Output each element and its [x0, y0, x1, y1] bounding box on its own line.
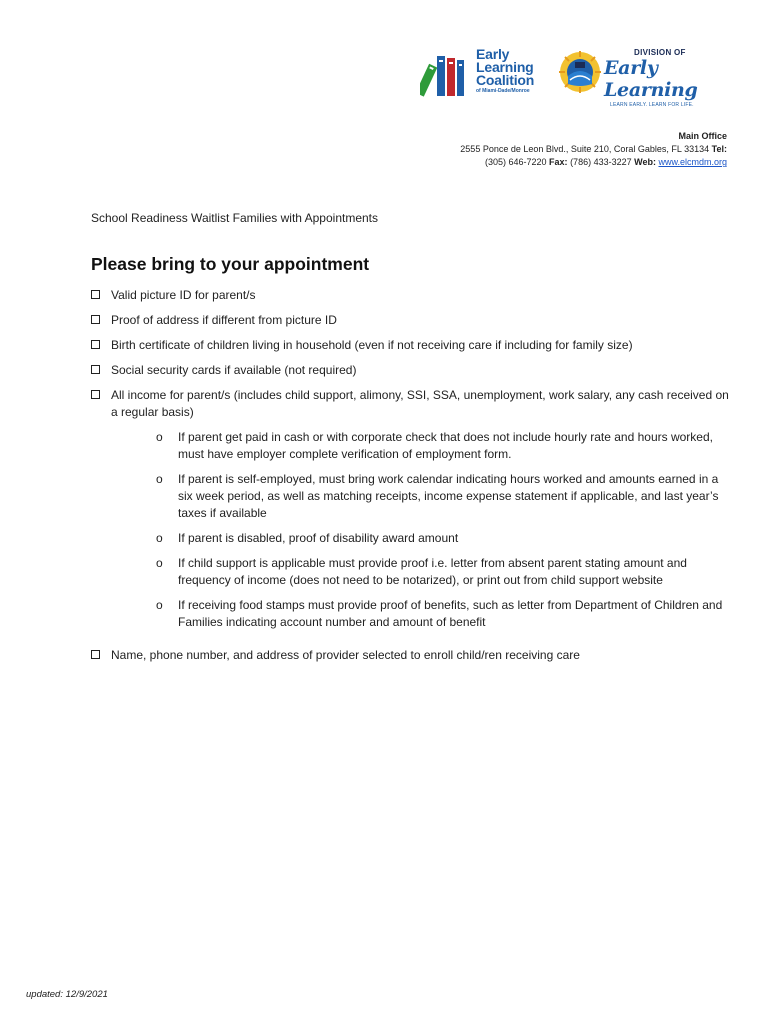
website-link[interactable]: www.elcmdm.org: [658, 157, 727, 167]
sublist-item-text: If parent is disabled, proof of disability award amount: [178, 531, 459, 545]
circle-bullet-icon: o: [156, 430, 163, 444]
sun-emblem-icon: [558, 50, 602, 94]
sublist-item-text: If parent is self-employed, must bring work calendar indicating hours worked and amounts earned in a six week period, as well as matching receipts, income expense statement if applicable, and last year’s taxes if available: [178, 472, 719, 520]
checklist-item: [91, 362, 731, 379]
fax-number: (786) 433-3227: [570, 157, 632, 167]
section-heading: Please bring to your appointment: [91, 254, 370, 274]
tel-label: Tel:: [711, 144, 727, 154]
checklist-item-text: Proof of address if different from picture ID: [111, 313, 337, 327]
checklist-item-income: [91, 387, 731, 639]
sublist-item-text: If child support is applicable must provide proof i.e. letter from absent parent stating amount and frequency of income (does not need to be notarized), or print out from child support website: [178, 556, 687, 587]
checklist-item: [91, 337, 731, 354]
tel-number: (305) 646-7220: [484, 157, 547, 167]
circle-bullet-icon: o: [156, 556, 163, 570]
elc-logo: [418, 46, 548, 102]
division-label: DIVISION OF: [634, 48, 686, 57]
sublist-item: [156, 429, 731, 463]
sublist-item: [156, 530, 731, 547]
circle-bullet-icon: o: [156, 531, 163, 545]
early-learning-wordmark: Early Learning: [604, 57, 698, 101]
division-early-learning-logo: [558, 48, 728, 108]
sublist-item: [156, 471, 731, 522]
office-phone-line: [460, 156, 727, 169]
sublist-item-text: If receiving food stamps must provide proof of benefits, such as letter from Department of Children and Families indicating account number and amount of benefit: [178, 598, 723, 629]
fax-label: Fax:: [549, 157, 568, 167]
checklist-item: [91, 647, 731, 664]
checklist-item-text: Name, phone number, and address of provider selected to enroll child/ren receiving care: [111, 648, 580, 662]
checkbox-icon[interactable]: [91, 290, 100, 299]
office-title: Main Office: [678, 131, 727, 141]
office-address-line: [460, 143, 727, 156]
updated-date: updated: 12/9/2021: [26, 989, 108, 1000]
checkbox-icon[interactable]: [91, 390, 100, 399]
elc-word-1: Early: [476, 46, 510, 62]
elc-word-2: Learning: [476, 59, 534, 75]
sublist-item: [156, 597, 731, 631]
sublist-item: [156, 555, 731, 589]
elc-subtitle: of Miami-Dade/Monroe: [476, 88, 530, 94]
income-sublist: [156, 429, 731, 631]
elc-word-3: Coalition: [476, 72, 535, 88]
checkbox-icon[interactable]: [91, 365, 100, 374]
header-logos: [418, 46, 728, 108]
checklist-item-text: All income for parent/s (includes child support, alimony, SSI, SSA, unemployment, work salary, any cash received on a regular basis): [111, 388, 729, 419]
checklist-item-text: Birth certificate of children living in household (even if not receiving care if including for family size): [111, 338, 633, 352]
del-tagline: LEARN EARLY. LEARN FOR LIFE.: [610, 102, 694, 108]
checklist-item: [91, 312, 731, 329]
office-address: 2555 Ponce de Leon Blvd., Suite 210, Coral Gables, FL 33134: [460, 144, 710, 154]
document-title: School Readiness Waitlist Families with Appointments: [91, 211, 379, 225]
checkbox-icon[interactable]: [91, 340, 100, 349]
web-label: Web:: [634, 157, 656, 167]
sublist-item-text: If parent get paid in cash or with corporate check that does not include hourly rate and hours worked, must have employer complete verification of employment form.: [178, 430, 713, 461]
circle-bullet-icon: o: [156, 472, 163, 486]
checkbox-icon[interactable]: [91, 650, 100, 659]
circle-bullet-icon: o: [156, 598, 163, 612]
checklist-item-text: Valid picture ID for parent/s: [111, 288, 256, 302]
books-icon: [420, 52, 472, 98]
checklist-item-text: Social security cards if available (not required): [111, 363, 357, 377]
checklist: [91, 287, 731, 672]
checklist-item: [91, 287, 731, 304]
office-contact-block: [460, 130, 727, 169]
checkbox-icon[interactable]: [91, 315, 100, 324]
